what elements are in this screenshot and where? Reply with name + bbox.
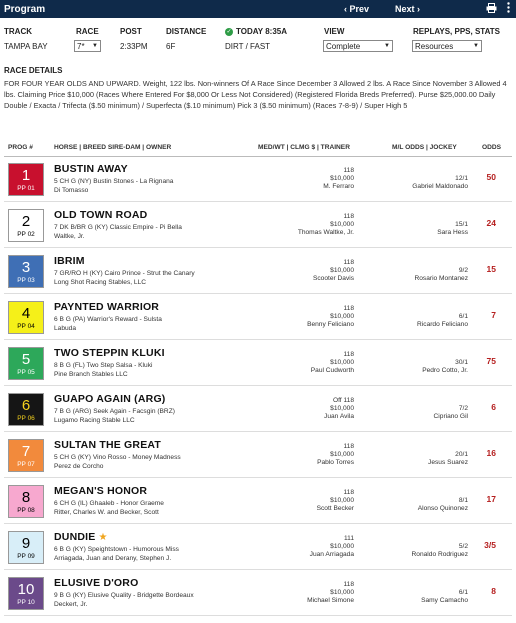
ml-odds-jockey (417, 313, 468, 329)
jockey: Cipriano Gil (433, 413, 468, 420)
breed-sire-dam: 5 CH G (KY) Vino Rosso - Money Madness (54, 454, 181, 461)
trainer: Juan Avila (324, 413, 354, 420)
table-row[interactable] (4, 388, 512, 432)
ml-odds-jockey (412, 175, 468, 191)
track-label: TRACK (4, 27, 32, 36)
owner: Labuda (54, 325, 77, 332)
program-number: 1 (21, 166, 31, 184)
jockey: Pedro Cotto, Jr. (422, 367, 468, 374)
trainer: Juan Arriagada (309, 551, 354, 558)
owner: Lugamo Racing Stable LLC (54, 417, 135, 424)
trainer: Thomas Waltke, Jr. (297, 229, 354, 236)
med-wt-clmg-trainer (298, 213, 354, 237)
table-row[interactable] (4, 480, 512, 524)
post-position: PP 09 (17, 552, 35, 560)
jockey: Rosario Montanez (414, 275, 468, 282)
weight: 118 (343, 259, 354, 266)
post-position: PP 08 (17, 506, 35, 514)
owner: Perez de Corcho (54, 463, 104, 470)
owner: Ritter, Charles W. and Becker, Scott (54, 509, 159, 516)
owner: Di Tomasso (54, 187, 89, 194)
horse-name[interactable]: BUSTIN AWAY (54, 163, 128, 175)
program-number: 4 (21, 304, 31, 322)
star-icon: ★ (98, 532, 108, 543)
horse-name[interactable]: OLD TOWN ROAD (54, 209, 148, 221)
med-wt-clmg-trainer (310, 535, 354, 559)
breed-sire-dam: 6 CH G (IL) Ghaaleb - Honor Graeme (54, 500, 164, 507)
program-number: 3 (21, 258, 31, 276)
breed-sire-dam: 5 CH G (NY) Bustin Stones - La Rignana (54, 178, 174, 185)
program-title: Program (4, 3, 46, 15)
horse-name[interactable]: GUAPO AGAIN (ARG) (54, 393, 166, 405)
surface-value: DIRT / FAST (225, 42, 271, 51)
med-wt-clmg-trainer (317, 489, 354, 513)
live-odds: 7 (491, 310, 496, 320)
post-position: PP 07 (17, 460, 35, 468)
ml-odds-jockey (437, 221, 468, 237)
view-label: VIEW (324, 27, 345, 36)
med-wt-clmg-trainer (323, 167, 354, 191)
live-odds: 24 (486, 218, 496, 228)
trainer: Pablo Torres (317, 459, 354, 466)
table-row[interactable] (4, 434, 512, 478)
post-position: PP 05 (17, 368, 35, 376)
chevron-down-icon: ▼ (384, 43, 390, 49)
med-wt-clmg-trainer (307, 581, 354, 605)
ml-odds-jockey (412, 543, 468, 559)
owner: Long Shot Racing Stables, LLC (54, 279, 147, 286)
claiming-price: $10,000 (330, 497, 354, 504)
live-odds: 50 (486, 172, 496, 182)
ml-odds: 30/1 (455, 359, 468, 366)
post-value: 2:33PM (120, 42, 148, 51)
jockey: Samy Camacho (421, 597, 468, 604)
post-position: PP 04 (17, 322, 35, 330)
distance-value: 6F (166, 42, 176, 51)
program-number: 8 (21, 488, 31, 506)
weight: 118 (343, 489, 354, 496)
replays-label: REPLAYS, PPS, STATS (413, 27, 500, 36)
weight: 118 (343, 305, 354, 312)
menu-icon[interactable] (507, 2, 510, 16)
col-prog: PROG # (8, 144, 33, 151)
program-number: 5 (21, 350, 31, 368)
jockey: Jesus Suarez (428, 459, 468, 466)
table-row[interactable] (4, 526, 512, 570)
trainer: Benny Feliciano (307, 321, 354, 328)
print-icon[interactable] (486, 3, 497, 16)
owner: Pine Branch Stables LLC (54, 371, 128, 378)
owner: Arriagada, Juan and Derany, Stephen J. (54, 555, 172, 562)
track-value: TAMPA BAY (4, 42, 48, 51)
live-odds: 17 (486, 494, 496, 504)
ml-odds: 8/1 (458, 497, 468, 504)
table-row[interactable] (4, 250, 512, 294)
trainer: Paul Cudworth (310, 367, 354, 374)
horse-name[interactable]: ELUSIVE D'ORO (54, 577, 139, 589)
jockey: Sara Hess (437, 229, 468, 236)
live-odds: 6 (491, 402, 496, 412)
weight: 111 (343, 535, 354, 542)
ml-odds: 15/1 (455, 221, 468, 228)
table-row[interactable] (4, 296, 512, 340)
jockey: Gabriel Maldonado (412, 183, 468, 190)
ml-odds-jockey (422, 359, 468, 375)
live-odds: 15 (486, 264, 496, 274)
claiming-price: $10,000 (330, 359, 354, 366)
ml-odds: 5/2 (458, 543, 468, 550)
horse-name[interactable]: DUNDIE ★ (54, 531, 108, 543)
post-position: PP 06 (17, 414, 35, 422)
race-details (4, 66, 512, 111)
post-position: PP 02 (17, 230, 35, 238)
claiming-price: $10,000 (330, 451, 354, 458)
trainer: Scooter Davis (312, 275, 354, 282)
program-number: 10 (17, 580, 35, 598)
program-number: 7 (21, 442, 31, 460)
live-odds: 8 (491, 586, 496, 596)
col-med: MED/WT | CLMG $ | TRAINER (258, 144, 350, 151)
horse-name[interactable]: MEGAN'S HONOR (54, 485, 148, 497)
ml-odds-jockey (414, 267, 468, 283)
breed-sire-dam: 7 GR/RO H (KY) Cairo Prince - Strut the Canary (54, 270, 195, 277)
distance-label: DISTANCE (166, 27, 207, 36)
race-details-text: FOR FOUR YEAR OLDS AND UPWARD. Weight, 122 lbs. Non-winners Of A Race Since December 3 Allowed 2 lbs. A Race Since November 3 Allowed 4 lbs. Claiming Price $10,000 (Races Where Entered For $8,000 Or Less Not Considered) (Registered Florida Breds Preferred). Purse $25,000.00 Daily Double / Exacta / Trifecta ($.50 minimum) / Superfecta ($.10 minimum) Pick 3 ($.50 minimum) (Races 7-8-9) / Super High 5 (4, 79, 507, 110)
resources-select[interactable]: Resources ▼ (412, 40, 482, 52)
claiming-price: $10,000 (330, 405, 354, 412)
jockey: Ricardo Feliciano (417, 321, 468, 328)
program-number-badge (8, 531, 44, 564)
claiming-price: $10,000 (330, 589, 354, 596)
breed-sire-dam: 8 B G (FL) Two Step Salsa - Kluki (54, 362, 153, 369)
ml-odds: 7/2 (458, 405, 468, 412)
chevron-down-icon: ▼ (473, 43, 479, 49)
trainer: Michael Simone (307, 597, 354, 604)
today-status: ✓ TODAY 8:35A (226, 27, 287, 36)
breed-sire-dam: 6 B G (KY) Speightstown - Humorous Miss (54, 546, 179, 553)
program-number-badge (8, 485, 44, 518)
program-number-badge (8, 301, 44, 334)
header-divider (4, 156, 512, 157)
ml-odds-jockey (418, 497, 468, 513)
program-number-badge (8, 577, 44, 610)
trainer: M. Ferraro (323, 183, 354, 190)
program-number-badge (8, 209, 44, 242)
ml-odds-jockey (434, 405, 468, 421)
jockey: Alonso Quinonez (417, 505, 468, 512)
claiming-price: $10,000 (330, 175, 354, 182)
breed-sire-dam: 7 DK B/BR G (KY) Classic Empire - Pi Bella (54, 224, 182, 231)
claiming-price: $10,000 (330, 267, 354, 274)
program-number-badge (8, 255, 44, 288)
program-number-badge (8, 393, 44, 426)
ml-odds: 9/2 (458, 267, 468, 274)
check-circle-icon: ✓ (226, 29, 232, 35)
table-row[interactable] (4, 204, 512, 248)
breed-sire-dam: 7 B G (ARG) Seek Again - Facsgin (BRZ) (54, 408, 175, 415)
weight: 118 (343, 167, 354, 174)
race-select[interactable]: 7* ▼ (74, 40, 101, 52)
jockey: Ronaldo Rodriguez (411, 551, 468, 558)
med-wt-clmg-trainer (313, 259, 354, 283)
ml-odds: 6/1 (458, 589, 468, 596)
next-button[interactable]: Next › (395, 4, 421, 14)
claiming-price: $10,000 (330, 221, 354, 228)
ml-odds: 20/1 (455, 451, 468, 458)
horse-name[interactable]: SULTAN THE GREAT (54, 439, 162, 451)
col-horse: HORSE | BREED SIRE-DAM | OWNER (54, 144, 172, 151)
med-wt-clmg-trainer (324, 397, 354, 421)
col-ml: M/L ODDS | JOCKEY (392, 144, 457, 151)
table-row[interactable] (4, 342, 512, 386)
program-number-badge (8, 163, 44, 196)
claiming-price: $10,000 (330, 313, 354, 320)
med-wt-clmg-trainer (317, 443, 354, 467)
race-details-label: RACE DETAILS (4, 66, 63, 75)
race-nav (344, 0, 420, 18)
program-number-badge (8, 347, 44, 380)
weight: 118 (343, 443, 354, 450)
owner: Deckert, Jr. (54, 601, 88, 608)
owner: Waltke, Jr. (54, 233, 85, 240)
program-number: 6 (21, 396, 31, 414)
ml-odds: 6/1 (458, 313, 468, 320)
prev-button[interactable]: ‹ Prev (344, 4, 370, 14)
top-bar (0, 0, 516, 18)
horse-name[interactable]: IBRIM (54, 255, 85, 267)
ml-odds: 12/1 (455, 175, 468, 182)
breed-sire-dam: 9 B G (KY) Elusive Quality - Bridgette Bordeaux (54, 592, 194, 599)
ml-odds-jockey (428, 451, 468, 467)
ml-odds-jockey (421, 589, 468, 605)
post-position: PP 10 (17, 598, 35, 606)
chevron-down-icon: ▼ (92, 43, 98, 49)
post-position: PP 01 (17, 184, 35, 192)
weight: Off 118 (332, 397, 354, 404)
col-odds: ODDS (482, 144, 502, 151)
program-number: 9 (21, 534, 31, 552)
live-odds: 75 (486, 356, 496, 366)
med-wt-clmg-trainer (307, 305, 354, 329)
weight: 118 (343, 351, 354, 358)
claiming-price: $10,000 (330, 543, 354, 550)
weight: 118 (343, 213, 354, 220)
breed-sire-dam: 6 B G (PA) Warrior's Reward - Sulsta (54, 316, 162, 323)
med-wt-clmg-trainer (311, 351, 354, 375)
horse-name[interactable]: PAYNTED WARRIOR (54, 301, 160, 313)
weight: 118 (343, 581, 354, 588)
horse-name[interactable]: TWO STEPPIN KLUKI (54, 347, 165, 359)
live-odds: 3/5 (484, 540, 496, 550)
post-label: POST (120, 27, 142, 36)
race-label: RACE (76, 27, 99, 36)
view-select[interactable]: Complete ▼ (323, 40, 393, 52)
program-number: 2 (21, 212, 31, 230)
trainer: Scott Becker (316, 505, 354, 512)
live-odds: 16 (486, 448, 496, 458)
table-row[interactable] (4, 572, 512, 616)
post-position: PP 03 (17, 276, 35, 284)
program-number-badge (8, 439, 44, 472)
table-row[interactable] (4, 158, 512, 202)
